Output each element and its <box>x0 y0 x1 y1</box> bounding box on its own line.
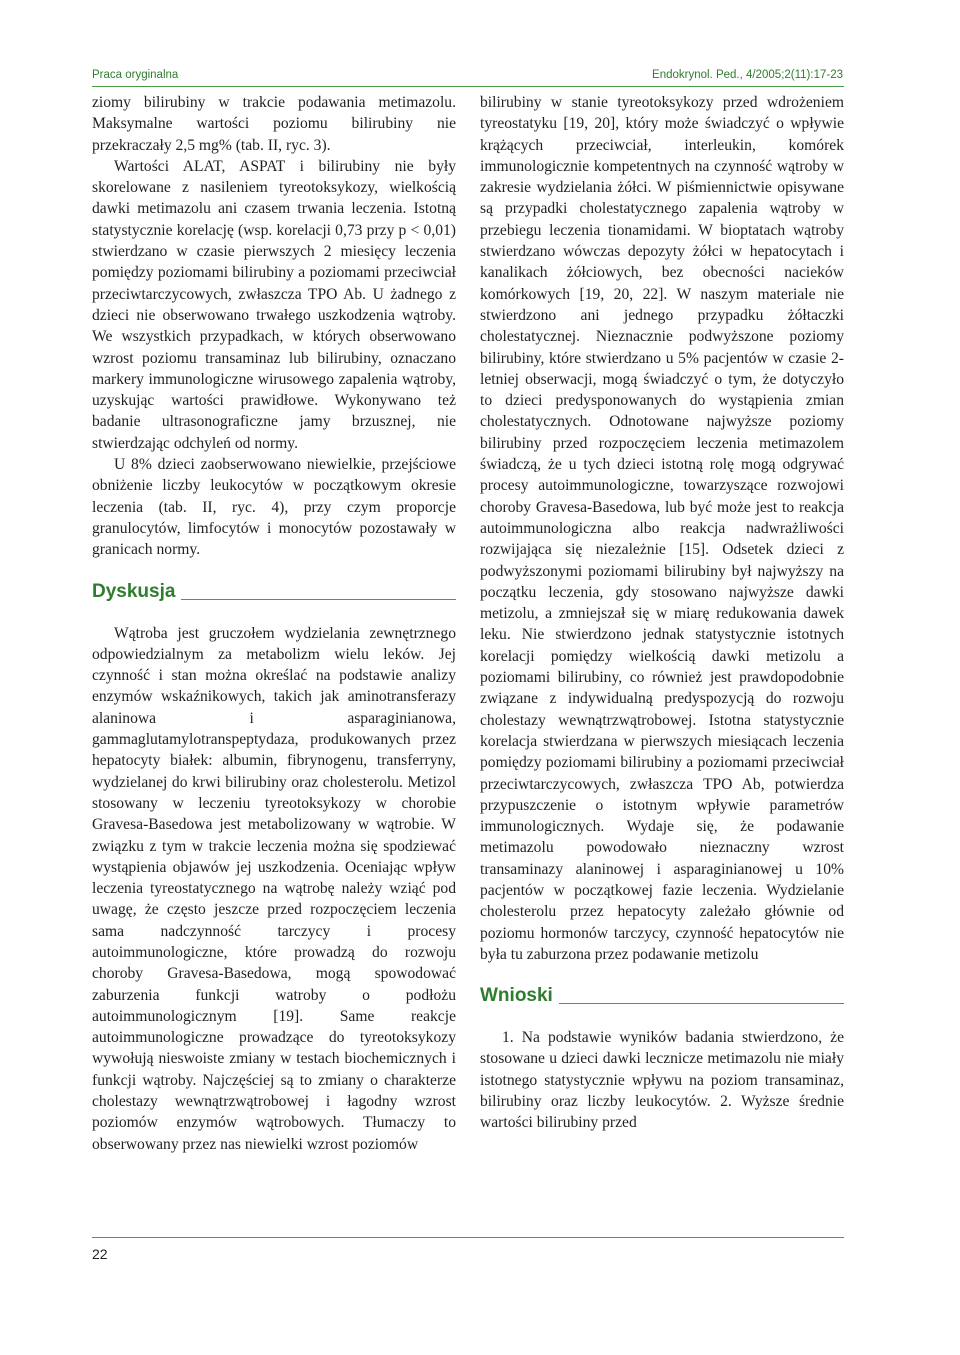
section-heading-text: Dyskusja <box>92 580 176 602</box>
left-column <box>92 92 456 1155</box>
paragraph: U 8% dzieci zaobserwowano niewielkie, przejściowe obniżenie liczby leukocytów w początkowym okresie leczenia (tab. II, ryc. 4), przy czym proporcje granulocytów, limfocytów i monocytów pozostawały w granicach normy. <box>92 456 456 559</box>
footer-rule <box>92 1237 844 1238</box>
paragraph: Wartości ALAT, ASPAT i bilirubiny nie były skorelowane z nasileniem tyreotoksykozy, wielkością dawki metimazolu ani czasem trwania leczenia. Istotną statystycznie korelację (wsp. korelacji 0,73 przy p < 0,01) stwierdzano w czasie pierwszych 2 miesięcy leczenia pomiędzy poziomami bilirubiny a poziomami przeciwciał przeciwtarczycowych, zwłaszcza TPO Ab. U żadnego z dzieci nie obserwowano trwałego uszkodzenia wątroby. We wszystkich przypadkach, w których obserwowano wzrost poziomu transaminaz lub bilirubiny, oznaczano markery immunologiczne wirusowego zapalenia wątroby, uzyskując wartości prawidłowe. Wykonywano też badanie ultrasonograficzne jamy brzusznej, nie stwierdzając odchyleń od normy. <box>92 157 456 452</box>
paragraph: ziomy bilirubiny w trakcie podawania metimazolu. Maksymalne wartości poziomu bilirubiny nie przekraczały 2,5 mg% (tab. II, ryc. 3). <box>92 94 456 154</box>
section-heading-dyskusja <box>92 581 456 603</box>
paragraph: Wątroba jest gruczołem wydzielania zewnętrznego odpowiedzialnym za metabolizm wielu leków. Jej czynność i stan można określać na podstawie analizy enzymów wskaźnikowych, takich jak aminotransferazy alaninowa i asparaginianowa, gammaglutamylotranspeptydaza, produkowanych przez hepatocyty białek: albumin, fibrynogenu, transferryny, wydzielanej do krwi bilirubiny oraz cholesterolu. Metizol stosowany w leczeniu tyreotoksykozy w chorobie Gravesa-Basedowa jest metabolizowany w wątrobie. W związku z tym w trakcie leczenia można się spodziewać wystąpienia objawów jej uszkodzenia. Oceniając wpływ leczenia tyreostatycznego na wątrobę należy wziąć pod uwagę, że często jeszcze przed rozpoczęciem leczenia sama nadczynność tarczycy i procesy autoimmunologiczne, które prowadzą do rozwoju choroby Gravesa-Basedowa, mogą spowodować zaburzenia funkcji watroby o podłożu autoimmunologicznym [19]. Same reakcje autoimmunologiczne prowadzące do tyreotoksykozy wywołują nieswoiste zmiany w testach biochemicznych i funkcji wątroby. Najczęściej są to zmiany o charakterze cholestazy wewnątrzwątrobowej i łagodny wzrost poziomów enzymów wątrobowych. Tłumaczy to obserwowany przez nas niewielki wzrost poziomów <box>92 624 456 1153</box>
page-number: 22 <box>92 1246 108 1262</box>
paragraph: bilirubiny w stanie tyreotoksykozy przed wdrożeniem tyreostatyku [19, 20], który może świadczyć o wpływie krążących przeciwciał, interleukin, komórek immunologicznie kompetentnych na czynność wątroby w zakresie wydzielania żółci. W piśmiennictwie opisywane są przypadki cholestatycznego zapalenia wątroby w przebiegu leczenia tionamidami. W bioptatach wątroby stwierdzano wówczas depozyty żółci w hepatocytach i kanalikach żółciowych, bez obecności nacieków komórkowych [19, 20, 22]. W naszym materiale nie stwierdzono ani jednego przypadku żółtaczki cholestatycznej. Nieznacznie podwyższone poziomy bilirubiny, które stwierdzano u 5% pacjentów w czasie 2-letniej obserwacji, mogą świadczyć o tym, że dotyczyło to dzieci predysponowanych do wystąpienia zmian cholestatycznych. Odnotowane najwyższe poziomy bilirubiny przed rozpoczęciem leczenia metimazolem świadczą, że u tych dzieci istotną rolę mogą odgrywać procesy autoimmunologiczne, towarzyszące rozwojowi choroby Gravesa-Basedowa, lub być może jest to reakcja autoimmunologiczna albo reakcja nadwrażliwości rozwijająca się niezależnie [15]. Odsetek dzieci z podwyższonymi poziomami bilirubiny był najwyższy na początku leczenia, gdy stosowano najwyższe dawki metizolu, a zmniejszał się w miarę redukowania dawek leku. Nie stwierdzono jednak statystycznie istotnych korelacji pomiędzy wielkością dawki metizolu a poziomami bilirubiny, co również jest prawdopodobnie związane z indywidualną predyspozycją do rozwoju cholestazy wewnątrzwątrobowej. Istotna statystycznie korelacja stwierdzana w pierwszych miesiącach leczenia pomiędzy poziomami bilirubiny a poziomami przeciwciał przeciwtarczycowych, zwłaszcza TPO Ab, potwierdza przypuszczenie o istotnym wpływie parametrów immunologicznych. Wydaje się, że podawanie metimazolu powodowało nieznaczny wzrost transaminazy alaninowej i asparaginianowej u 10% pacjentów w początkowej fazie leczenia. Wydzielanie cholesterolu przez hepatocyty zależało głównie od poziomu hormonów tarczycy, czynność hepatocytów nie była tu zaburzona przez podawanie metizolu <box>480 94 844 963</box>
running-header-section: Praca oryginalna <box>92 69 179 81</box>
section-heading-wnioski <box>480 985 844 1007</box>
heading-rule <box>559 1003 844 1004</box>
section-heading-text: Wnioski <box>480 985 553 1007</box>
right-column <box>480 92 844 1134</box>
heading-rule <box>181 599 456 600</box>
paragraph: 1. Na podstawie wyników badania stwierdzono, że stosowane u dzieci dawki lecznicze metimazolu nie miały istotnego statystycznie wpływu na poziom transaminaz, bilirubiny oraz liczby leukocytów. 2. Wyższe średnie wartości bilirubiny przed <box>480 1029 844 1132</box>
header-rule <box>92 86 844 87</box>
running-header-citation: Endokrynol. Ped., 4/2005;2(11):17-23 <box>652 69 843 81</box>
